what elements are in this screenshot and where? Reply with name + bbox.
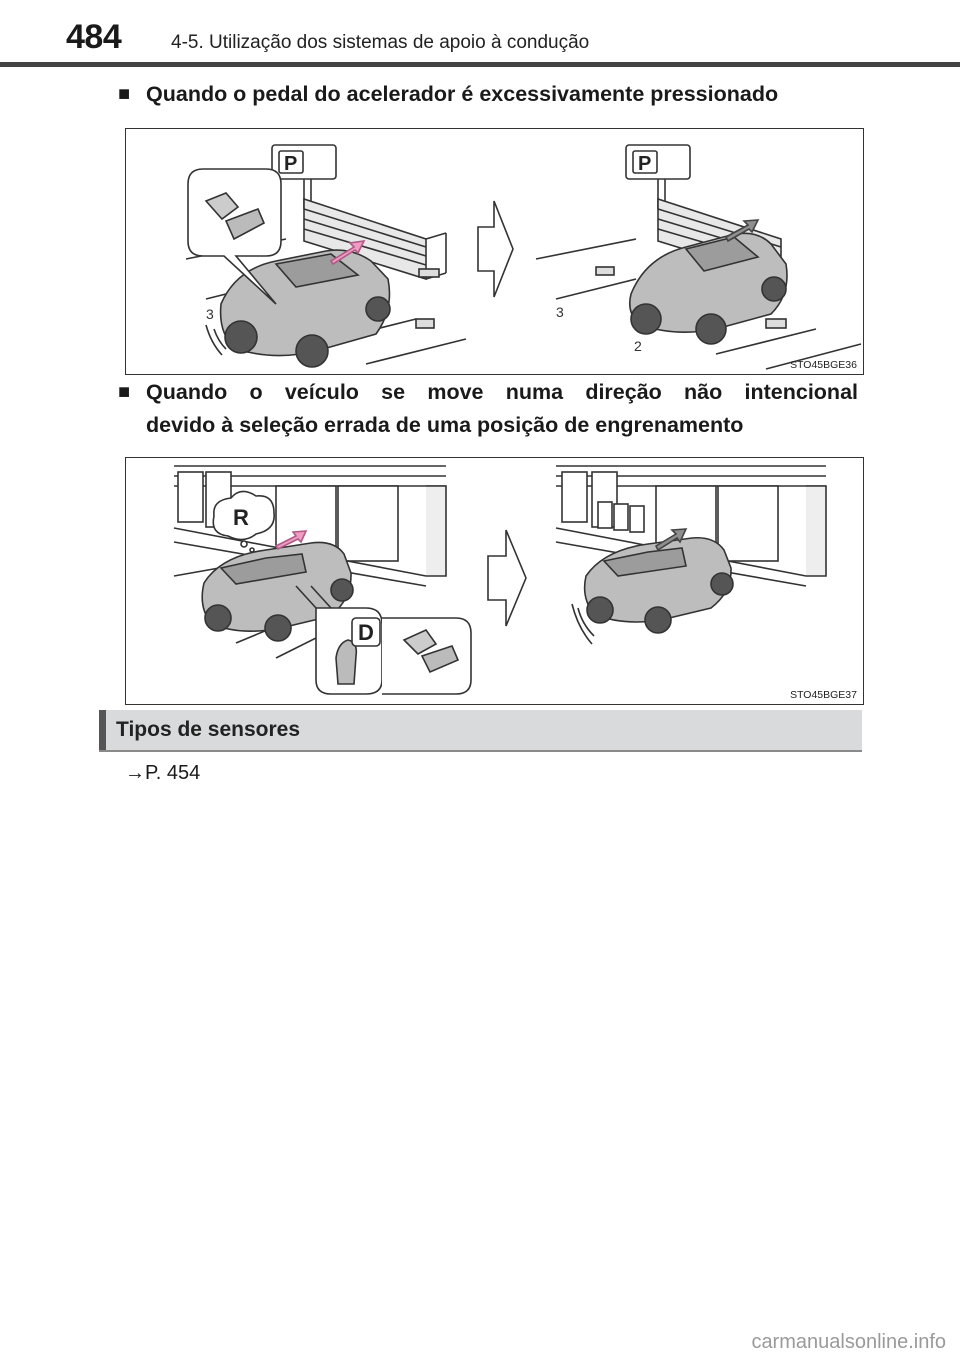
figure-accelerator-pressed <box>125 128 864 375</box>
subsection-title-line1: Quando o veículo se move numa direção não intencional <box>146 380 858 404</box>
square-bullet-icon: ■ <box>118 381 131 403</box>
gear-bubble-r: R <box>233 505 249 530</box>
illustration-parking-lot-wall <box>126 129 863 374</box>
space-number-left: 3 <box>206 306 214 322</box>
parking-sign-letter-2: P <box>638 153 652 175</box>
subsection-title: Quando o pedal do acelerador é excessivamente pressionado <box>146 82 779 106</box>
subsection-title-line2: devido à seleção errada de uma posição de engrenamento <box>146 413 744 437</box>
square-bullet-icon: ■ <box>118 83 131 105</box>
figure-code: STO45BGE36 <box>790 359 857 371</box>
section-heading-bar <box>99 710 862 750</box>
section-bar-marker <box>99 710 106 750</box>
header-rule <box>0 62 960 67</box>
parking-sign-letter-1: P <box>284 153 298 175</box>
chapter-title: 4-5. Utilização dos sistemas de apoio à condução <box>171 32 590 53</box>
page-reference-text: P. 454 <box>145 762 201 784</box>
figure-wrong-gear <box>125 457 864 705</box>
space-number-2: 2 <box>634 338 642 354</box>
gear-selected-d: D <box>358 620 374 645</box>
section-title: Tipos de sensores <box>116 718 301 741</box>
watermark: carmanualsonline.info <box>751 1331 946 1353</box>
page-reference[interactable] <box>125 762 200 785</box>
space-number-right: 3 <box>556 304 564 320</box>
arrow-right-icon: → <box>125 762 145 784</box>
section-bar-rule <box>99 750 862 752</box>
figure-code: STO45BGE37 <box>790 689 857 701</box>
illustration-storefront-parking <box>126 458 863 704</box>
page-number: 484 <box>66 18 122 56</box>
